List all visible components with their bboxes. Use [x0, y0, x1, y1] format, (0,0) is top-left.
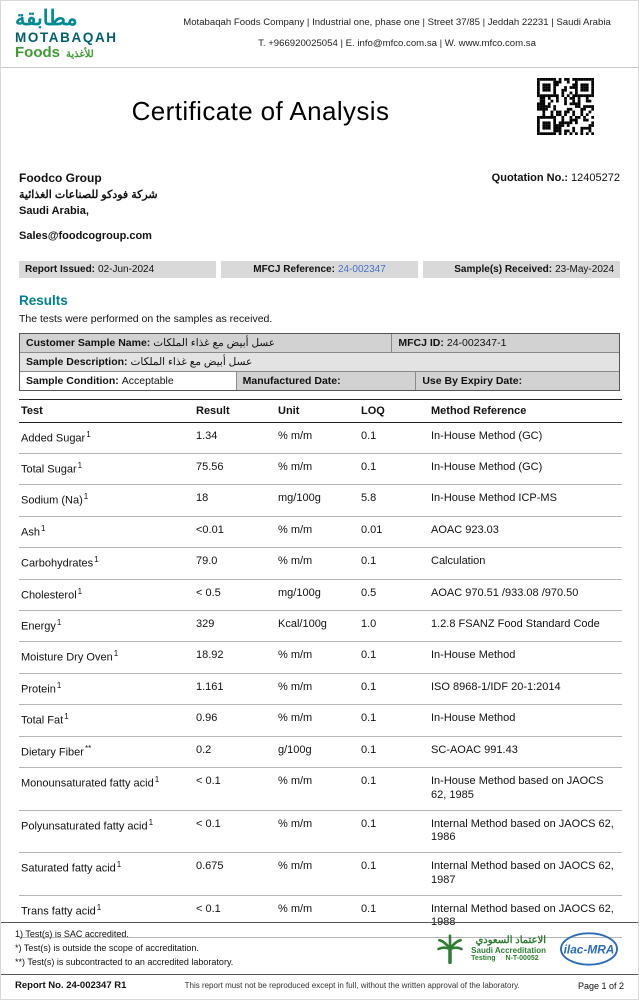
result-row	[19, 768, 622, 811]
ilac-mra-logo	[558, 930, 620, 968]
test-method: In-House Method ICP-MS	[429, 485, 622, 516]
logo-company-name: MOTABAQAH	[15, 29, 118, 45]
footnote: *) Test(s) is outside the scope of accreditation.	[15, 943, 199, 954]
test-unit: % m/m	[276, 768, 359, 811]
test-unit: Kcal/100g	[276, 611, 359, 642]
test-unit: % m/m	[276, 516, 359, 547]
test-name: Carbohydrates$^1$	[19, 548, 194, 579]
mfcj-reference-cell	[221, 261, 418, 278]
samples-received-value: 23-May-2024	[555, 263, 614, 275]
company-logo	[15, 8, 170, 61]
test-unit: % m/m	[276, 422, 359, 453]
test-loq: 0.1	[359, 768, 429, 811]
result-row	[19, 705, 622, 736]
column-header: Result	[194, 399, 276, 422]
mfcj-id-cell	[391, 334, 619, 352]
result-row	[19, 516, 622, 547]
test-result: 18	[194, 485, 276, 516]
test-method: Internal Method based on JAOCS 62, 1988	[429, 895, 622, 938]
footnotes	[15, 928, 233, 970]
result-row	[19, 485, 622, 516]
footnote: 1) Test(s) is SAC accredited.	[15, 929, 129, 940]
test-name: Moisture Dry Oven$^1$	[19, 642, 194, 673]
page-header	[1, 1, 638, 68]
test-result: 0.96	[194, 705, 276, 736]
test-method: ISO 8968-1/IDF 20-1:2014	[429, 673, 622, 704]
customer-name: Foodco Group	[19, 171, 102, 186]
report-info-bar	[19, 261, 620, 278]
report-issued-cell	[19, 261, 216, 278]
test-unit: g/100g	[276, 736, 359, 767]
test-loq: 0.1	[359, 673, 429, 704]
test-loq: 1.0	[359, 611, 429, 642]
result-row	[19, 422, 622, 453]
report-issued-label: Report Issued:	[25, 263, 96, 275]
test-unit: % m/m	[276, 454, 359, 485]
test-name: Energy$^1$	[19, 611, 194, 642]
test-name: Polyunsaturated fatty acid$^1$	[19, 810, 194, 853]
sample-description-label: Sample Description:	[26, 355, 128, 368]
test-result: 1.34	[194, 422, 276, 453]
sample-description-cell	[20, 353, 619, 371]
result-row	[19, 611, 622, 642]
saudi-accreditation-arabic: الاعتماد السعودي	[475, 934, 546, 946]
saudi-accreditation-number: N-T-00052	[505, 955, 539, 963]
test-method: Calculation	[429, 548, 622, 579]
column-header: LOQ	[359, 399, 429, 422]
test-result: < 0.1	[194, 895, 276, 938]
test-result: < 0.1	[194, 810, 276, 853]
test-unit: % m/m	[276, 673, 359, 704]
footer-disclaimer: This report must not be reproduced except in full, without the written approval of the laboratory.	[184, 981, 520, 990]
test-name: Cholesterol$^1$	[19, 579, 194, 610]
test-result: 1.161	[194, 673, 276, 704]
company-address-line: Motabaqah Foods Company | Industrial one, phase one | Street 37/85 | Jeddah 22231 | Saudi Arabia	[183, 17, 611, 28]
test-loq: 0.1	[359, 454, 429, 485]
test-result: 18.92	[194, 642, 276, 673]
test-method: AOAC 923.03	[429, 516, 622, 547]
result-row	[19, 736, 622, 767]
sample-condition-cell	[20, 372, 236, 390]
test-method: In-House Method	[429, 642, 622, 673]
test-unit: % m/m	[276, 548, 359, 579]
column-header: Method Reference	[429, 399, 622, 422]
quotation-value: 12405272	[571, 172, 620, 185]
expiry-date-cell	[415, 372, 619, 390]
column-header: Unit	[276, 399, 359, 422]
test-unit: % m/m	[276, 810, 359, 853]
result-row	[19, 642, 622, 673]
result-row	[19, 673, 622, 704]
test-method: Internal Method based on JAOCS 62, 1987	[429, 853, 622, 896]
mfcj-id-label: MFCJ ID:	[398, 336, 444, 349]
saudi-accreditation-name: Saudi Accreditation	[471, 946, 546, 956]
logo-foods-arabic-text: للأغذية	[66, 49, 94, 61]
customer-name-arabic: شركة فودكو للصناعات الغذائية	[19, 188, 158, 201]
logo-arabic-text: مطابقة	[15, 7, 78, 30]
test-loq: 0.1	[359, 895, 429, 938]
test-method: 1.2.8 FSANZ Food Standard Code	[429, 611, 622, 642]
test-method: SC-AOAC 991.43	[429, 736, 622, 767]
results-note: The tests were performed on the samples as received.	[19, 312, 273, 325]
test-name: Saturated fatty acid$^1$	[19, 853, 194, 896]
result-row	[19, 548, 622, 579]
test-result: < 0.5	[194, 579, 276, 610]
expiry-date-label: Use By Expiry Date:	[422, 374, 523, 387]
footer-bar	[1, 974, 638, 999]
test-name: Monounsaturated fatty acid$^1$	[19, 768, 194, 811]
sample-condition-label: Sample Condition:	[26, 374, 119, 387]
report-issued-value: 02-Jun-2024	[98, 263, 155, 275]
manufactured-date-cell	[236, 372, 416, 390]
test-unit: mg/100g	[276, 485, 359, 516]
company-contact-block	[170, 8, 624, 59]
mfcj-reference-link[interactable]: 24-002347	[337, 263, 386, 275]
mfcj-reference-label: MFCJ Reference:	[253, 263, 335, 275]
test-unit: % m/m	[276, 853, 359, 896]
ilac-mra-label: ilac-MRA	[563, 942, 615, 957]
results-table-body	[19, 422, 622, 937]
accreditation-logos	[435, 930, 624, 968]
result-row	[19, 853, 622, 896]
test-name: Sodium $(Na)^1$	[19, 485, 194, 516]
page-title: Certificate of Analysis	[131, 96, 390, 127]
saudi-accreditation-scope: Testing	[471, 955, 496, 963]
test-loq: 0.1	[359, 548, 429, 579]
saudi-accreditation-logo	[435, 931, 546, 967]
page-footer	[1, 922, 638, 999]
manufactured-date-label: Manufactured Date:	[242, 374, 341, 387]
test-name: Dietary Fiber**	[19, 736, 194, 767]
test-loq: 0.1	[359, 736, 429, 767]
test-loq: 0.1	[359, 853, 429, 896]
test-method: In-House Method (GC)	[429, 422, 622, 453]
column-header: Test	[19, 399, 194, 422]
palm-tree-icon	[435, 931, 465, 967]
test-loq: 0.1	[359, 642, 429, 673]
customer-sample-name-label: Customer Sample Name:	[26, 336, 151, 349]
customer-email-link[interactable]: Sales@foodcogroup.com	[19, 229, 152, 242]
samples-received-cell	[423, 261, 620, 278]
result-row	[19, 810, 622, 853]
test-name: Trans fatty acid$^1$	[19, 895, 194, 938]
test-unit: % m/m	[276, 895, 359, 938]
test-loq: 5.8	[359, 485, 429, 516]
test-name: Protein$^1$	[19, 673, 194, 704]
quotation-label: Quotation No.:	[491, 172, 569, 185]
test-method: In-House Method (GC)	[429, 454, 622, 485]
mfcj-id-value: 24-002347-1	[446, 336, 507, 349]
results-heading: Results	[19, 292, 68, 308]
results-table	[19, 399, 622, 938]
test-name: Total Fat$^1$	[19, 705, 194, 736]
test-loq: 0.5	[359, 579, 429, 610]
test-loq: 0.01	[359, 516, 429, 547]
test-method: In-House Method	[429, 705, 622, 736]
sample-condition-value: Acceptable	[121, 374, 174, 387]
results-table-head-row	[19, 399, 622, 422]
quotation-number	[492, 170, 620, 184]
test-name: Total Sugar$^1$	[19, 454, 194, 485]
footer-report-number: Report No. 24-002347 R1	[15, 980, 127, 991]
test-result: <0.01	[194, 516, 276, 547]
test-unit: mg/100g	[276, 579, 359, 610]
title-row	[1, 72, 638, 152]
test-name: Added Sugar$^1$	[19, 422, 194, 453]
samples-received-label: Sample(s) Received:	[454, 263, 553, 275]
test-unit: % m/m	[276, 705, 359, 736]
test-method: Internal Method based on JAOCS 62, 1986	[429, 810, 622, 853]
company-contact-line: T. +966920025054 | E. info@mfco.com.sa | W. www.mfco.com.sa	[258, 38, 536, 49]
customer-country: Saudi Arabia,	[19, 204, 89, 217]
sample-info-table	[19, 333, 620, 391]
sample-description-value: عسل أبيض مع غذاء الملكات	[130, 355, 253, 368]
test-result: 75.56	[194, 454, 276, 485]
test-name: Ash$^1$	[19, 516, 194, 547]
test-result: 0.675	[194, 853, 276, 896]
test-result: < 0.1	[194, 768, 276, 811]
test-unit: % m/m	[276, 642, 359, 673]
footnote: **) Test(s) is subcontracted to an accredited laboratory.	[15, 957, 234, 968]
test-result: 329	[194, 611, 276, 642]
test-loq: 0.1	[359, 705, 429, 736]
customer-sample-name-value: عسل أبيض مع غذاء الملكات	[153, 336, 276, 349]
result-row	[19, 454, 622, 485]
qr-code-icon	[537, 78, 594, 135]
test-result: 0.2	[194, 736, 276, 767]
test-method: AOAC 970.51 /933.08 /970.50	[429, 579, 622, 610]
test-loq: 0.1	[359, 810, 429, 853]
result-row	[19, 579, 622, 610]
logo-foods-text: Foods	[15, 44, 60, 62]
customer-sample-name-cell	[20, 334, 391, 352]
customer-block	[1, 152, 638, 244]
test-loq: 0.1	[359, 422, 429, 453]
test-result: 79.0	[194, 548, 276, 579]
footer-page-number: Page 1 of 2	[577, 980, 624, 991]
test-method: In-House Method based on JAOCS 62, 1985	[429, 768, 622, 811]
